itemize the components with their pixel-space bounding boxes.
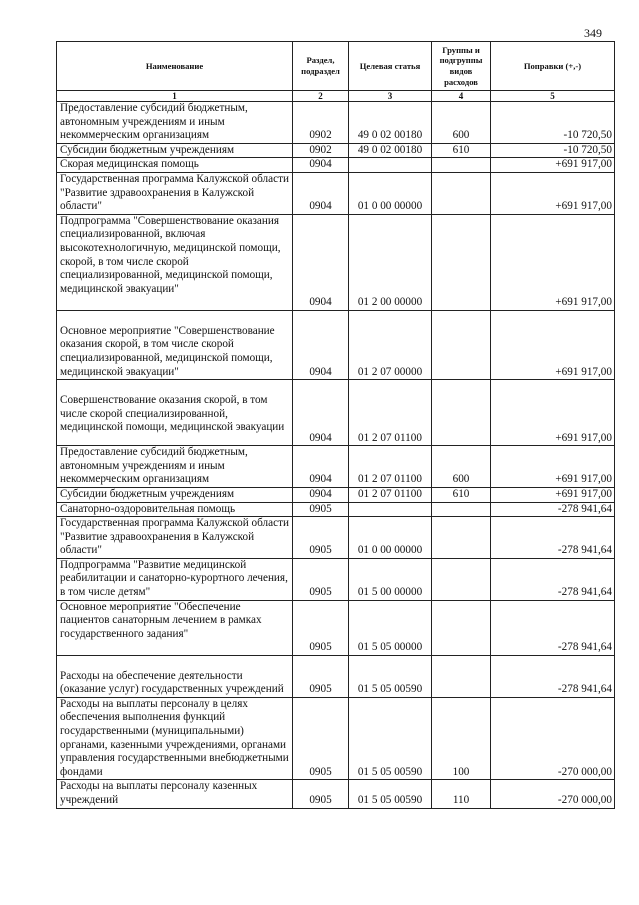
row-amount-cell: -278 941,64 (491, 502, 615, 517)
table-row (57, 502, 615, 517)
row-group-cell (432, 172, 491, 214)
row-group-cell (432, 600, 491, 655)
row-amount-cell: -278 941,64 (491, 655, 615, 697)
row-section-cell: 0904 (293, 380, 349, 446)
column-index: 4 (432, 91, 491, 102)
column-index: 5 (491, 91, 615, 102)
table-row (57, 214, 615, 310)
row-section-cell: 0905 (293, 655, 349, 697)
header-target: Целевая статья (349, 42, 432, 91)
row-amount-cell: +691 917,00 (491, 310, 615, 379)
row-amount-cell: -10 720,50 (491, 102, 615, 144)
table-row (57, 102, 615, 144)
column-index-row (57, 91, 615, 102)
row-name-cell: Совершенствование оказания скорой, в том числе скорой специализированной, медицинской помощи, медицинской эвакуации (57, 380, 293, 446)
budget-amendments-table (56, 41, 615, 809)
row-section-cell: 0905 (293, 697, 349, 780)
row-group-cell (432, 214, 491, 310)
header-amendments: Поправки (+,-) (491, 42, 615, 91)
row-name-cell: Государственная программа Калужской области "Развитие здравоохранения в Калужской области" (57, 517, 293, 559)
row-target-cell: 01 2 07 01100 (349, 446, 432, 488)
row-target-cell: 01 0 00 00000 (349, 172, 432, 214)
row-target-cell: 01 5 05 00590 (349, 780, 432, 808)
table-row (57, 600, 615, 655)
row-name-cell: Подпрограмма "Совершенствование оказания специализированной, включая высокотехнологичную, медицинской помощи, скорой, в том числе скорой специализированной, медицинской помощи, медицинской эвакуации" (57, 214, 293, 310)
table-row (57, 655, 615, 697)
row-target-cell: 01 5 05 00000 (349, 600, 432, 655)
row-group-cell: 600 (432, 102, 491, 144)
row-name-cell: Основное мероприятие "Совершенствование оказания скорой, в том числе скорой специализированной, медицинской помощи, медицинской эвакуации" (57, 310, 293, 379)
table-row (57, 697, 615, 780)
table-row (57, 446, 615, 488)
row-name-cell: Предоставление субсидий бюджетным, автономным учреждениям и иным некоммерческим организациям (57, 446, 293, 488)
row-group-cell (432, 310, 491, 379)
row-group-cell (432, 158, 491, 173)
row-section-cell: 0904 (293, 172, 349, 214)
column-index: 1 (57, 91, 293, 102)
table-row (57, 558, 615, 600)
row-section-cell: 0905 (293, 780, 349, 808)
row-name-cell: Скорая медицинская помощь (57, 158, 293, 173)
row-name-cell: Государственная программа Калужской области "Развитие здравоохранения в Калужской области" (57, 172, 293, 214)
row-section-cell: 0905 (293, 517, 349, 559)
row-name-cell: Субсидии бюджетным учреждениям (57, 143, 293, 158)
row-group-cell: 600 (432, 446, 491, 488)
row-group-cell: 610 (432, 143, 491, 158)
row-amount-cell: -270 000,00 (491, 780, 615, 808)
row-amount-cell: +691 917,00 (491, 446, 615, 488)
row-group-cell (432, 380, 491, 446)
row-name-cell: Предоставление субсидий бюджетным, автономным учреждениям и иным некоммерческим организациям (57, 102, 293, 144)
page-number: 349 (584, 26, 602, 40)
header-row (57, 42, 615, 91)
row-target-cell: 01 2 00 00000 (349, 214, 432, 310)
row-name-cell: Санаторно-оздоровительная помощь (57, 502, 293, 517)
row-name-cell: Расходы на выплаты персоналу в целях обеспечения выполнения функций государственными (муниципальными) органами, казенными учреждениями, органами управления государственными внебюджетными фондами (57, 697, 293, 780)
row-amount-cell: +691 917,00 (491, 158, 615, 173)
header-groups: Группы и подгруппы видов расходов (432, 42, 491, 91)
table-row (57, 487, 615, 502)
table-row (57, 172, 615, 214)
row-group-cell: 110 (432, 780, 491, 808)
row-section-cell: 0904 (293, 158, 349, 173)
header-name: Наименование (57, 42, 293, 91)
header-section: Раздел, подраздел (293, 42, 349, 91)
row-section-cell: 0905 (293, 502, 349, 517)
table-row (57, 158, 615, 173)
row-amount-cell: -10 720,50 (491, 143, 615, 158)
row-name-cell: Расходы на выплаты персоналу казенных учреждений (57, 780, 293, 808)
row-name-cell: Субсидии бюджетным учреждениям (57, 487, 293, 502)
row-target-cell (349, 158, 432, 173)
row-name-cell: Расходы на обеспечение деятельности (оказание услуг) государственных учреждений (57, 655, 293, 697)
row-target-cell: 49 0 02 00180 (349, 102, 432, 144)
row-group-cell (432, 517, 491, 559)
row-target-cell: 01 5 05 00590 (349, 697, 432, 780)
row-amount-cell: +691 917,00 (491, 172, 615, 214)
row-section-cell: 0904 (293, 487, 349, 502)
table-row (57, 143, 615, 158)
row-amount-cell: +691 917,00 (491, 214, 615, 310)
row-group-cell (432, 502, 491, 517)
row-section-cell: 0905 (293, 558, 349, 600)
row-amount-cell: +691 917,00 (491, 487, 615, 502)
row-target-cell: 01 2 07 01100 (349, 487, 432, 502)
row-target-cell: 01 5 00 00000 (349, 558, 432, 600)
row-section-cell: 0902 (293, 102, 349, 144)
row-amount-cell: -270 000,00 (491, 697, 615, 780)
table-row (57, 310, 615, 379)
table-row (57, 780, 615, 808)
row-section-cell: 0904 (293, 310, 349, 379)
row-target-cell: 01 0 00 00000 (349, 517, 432, 559)
row-target-cell (349, 502, 432, 517)
row-section-cell: 0904 (293, 214, 349, 310)
row-name-cell: Основное мероприятие "Обеспечение пациентов санаторным лечением в рамках государственного задания" (57, 600, 293, 655)
column-index: 2 (293, 91, 349, 102)
row-group-cell: 610 (432, 487, 491, 502)
row-target-cell: 01 5 05 00590 (349, 655, 432, 697)
row-group-cell: 100 (432, 697, 491, 780)
row-group-cell (432, 558, 491, 600)
row-target-cell: 01 2 07 01100 (349, 380, 432, 446)
row-amount-cell: +691 917,00 (491, 380, 615, 446)
row-section-cell: 0904 (293, 446, 349, 488)
row-target-cell: 01 2 07 00000 (349, 310, 432, 379)
row-amount-cell: -278 941,64 (491, 517, 615, 559)
row-amount-cell: -278 941,64 (491, 558, 615, 600)
row-target-cell: 49 0 02 00180 (349, 143, 432, 158)
row-name-cell: Подпрограмма "Развитие медицинской реабилитации и санаторно-курортного лечения, в том числе детям" (57, 558, 293, 600)
table-row (57, 380, 615, 446)
row-section-cell: 0902 (293, 143, 349, 158)
row-group-cell (432, 655, 491, 697)
row-section-cell: 0905 (293, 600, 349, 655)
column-index: 3 (349, 91, 432, 102)
row-amount-cell: -278 941,64 (491, 600, 615, 655)
table-row (57, 517, 615, 559)
